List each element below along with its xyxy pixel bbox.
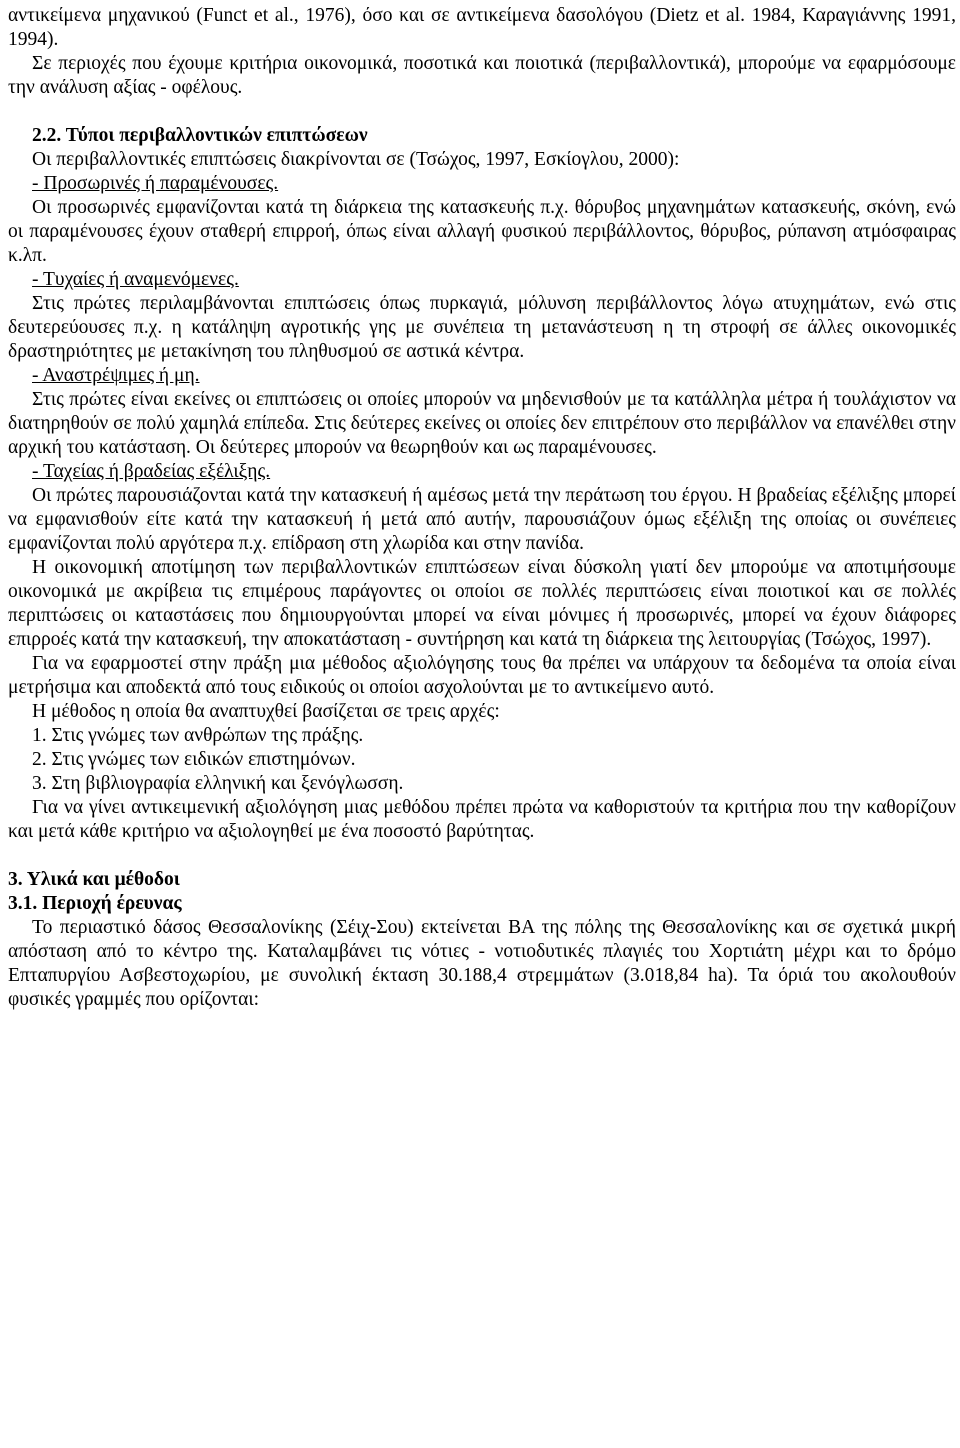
subsection-random-text: Στις πρώτες περιλαμβάνονται επιπτώσεις όπως πυρκαγιά, μόλυνση περιβάλλοντος λόγω ατυχημάτων, ενώ στις δευτερεύουσες π.χ. η κατάληψη αγροτικής γης με συνέπεια τη μετανάστευση η τη στροφή σε άλλες οικονομικές δραστηριότητες με μετακίνηση του πληθυσμού σε αστικά κέντρα. — [8, 293, 956, 362]
intro-paragraph-continued: αντικείμενα μηχανικού (Funct et al., 1976), όσο και σε αντικείμενα δασολόγου (Dietz et al. 1984, Καραγιάννης 1991, 1994). — [8, 5, 956, 50]
principle-item: 1. Στις γνώμες των ανθρώπων της πράξης. — [32, 725, 364, 746]
principle-item: 3. Στη βιβλιογραφία ελληνική και ξενόγλωσση. — [32, 773, 404, 794]
economic-valuation-paragraph: Η οικονομική αποτίμηση των περιβαλλοντικών επιπτώσεων είναι δύσκολη γιατί δεν μπορούμε να αποτιμήσουμε οικονομικά με ακρίβεια τις επιμέρους παράγοντες οι οποίοι σε πολλές περιπτώσεις είναι ποιοτικοί και σε πολλές περιπτώσεις οι καταστάσεις που δημιουργούνται μπορεί να είναι μόνιμες ή προσωρινές, μπορεί να έχουν διάφορες επιρροές κατά την κατασκευή, την αποκατάσταση - συντήρηση και κατά τη διάρκεια της λειτουργίας (Τσώχος, 1997). — [8, 557, 956, 650]
section-3-heading: 3. Υλικά και μέθοδοι — [8, 869, 180, 890]
method-application-paragraph: Για να εφαρμοστεί στην πράξη μια μέθοδος αξιολόγησης τους θα πρέπει να υπάρχουν τα δεδομένα τα οποία είναι μετρήσιμα και αποδεκτά από τους ειδικούς οι οποίοι ασχολούνται με το αντικείμενο αυτό. — [8, 653, 956, 698]
subsection-temporary-text: Οι προσωρινές εμφανίζονται κατά τη διάρκεια της κατασκευής π.χ. θόρυβος μηχανημάτων κατασκευής, σκόνη, ενώ οι παραμένουσες έχουν σταθερή επιρροή, όπως είναι αλλαγή φυσικού περιβάλλοντος, θόρυβος, ρύπανση ατμόσφαιρας κ.λπ. — [8, 197, 956, 266]
study-area-paragraph: Το περιαστικό δάσος Θεσσαλονίκης (Σέιχ-Σου) εκτείνεται ΒΑ της πόλης της Θεσσαλονίκης και σε σχετικά μικρή απόσταση από το κέντρο της. Καταλαμβάνει τις νότιες - νοτιοδυτικές πλαγιές του Χορτιάτη μέχρι και το δρόμο Επταπυργίου Ασβεστοχωρίου, με συνολική έκταση 30.188,4 στρεμμάτων (3.018,84 ha). Τα όριά του ακολουθούν φυσικές γραμμές που ορίζονται: — [8, 917, 956, 1010]
principles-intro: Η μέθοδος η οποία θα αναπτυχθεί βασίζεται σε τρεις αρχές: — [32, 701, 500, 722]
subsection-temporary-title: - Προσωρινές ή παραμένουσες. — [32, 173, 279, 194]
section-2-2-heading: 2.2. Τύποι περιβαλλοντικών επιπτώσεων — [32, 125, 368, 146]
spacer — [8, 844, 956, 868]
subsection-reversible-title: - Αναστρέψιμες ή μη. — [32, 365, 200, 386]
document-page — [8, 4, 956, 1012]
section-3-1-heading: 3.1. Περιοχή έρευνας — [8, 893, 182, 914]
subsection-evolution-title: - Ταχείας ή βραδείας εξέλιξης. — [32, 461, 271, 482]
subsection-random-title: - Τυχαίες ή αναμενόμενες. — [32, 269, 239, 290]
subsection-reversible-text: Στις πρώτες είναι εκείνες οι επιπτώσεις οι οποίες μπορούν να μηδενισθούν με τα κατάλληλα μέτρα ή τουλάχιστον να διατηρηθούν σε πολύ χαμηλά επίπεδα. Στις δεύτερες εκείνες οι οποίες δεν επιτρέπουν στο περιβάλλον να επανέλθει στην αρχική του κατάσταση. Οι δεύτερες μπορούν να θεωρηθούν και ως παραμένουσες. — [8, 389, 956, 458]
intro-paragraph: Σε περιοχές που έχουμε κριτήρια οικονομικά, ποσοτικά και ποιοτικά (περιβαλλοντικά), μπορούμε να εφαρμόσουμε την ανάλυση αξίας - οφέλους. — [8, 53, 956, 98]
criteria-paragraph: Για να γίνει αντικειμενική αξιολόγηση μιας μεθόδου πρέπει πρώτα να καθοριστούν τα κριτήρια που την καθορίζουν και μετά κάθε κριτήριο να αξιολογηθεί με ένα ποσοστό βαρύτητας. — [8, 797, 956, 842]
spacer — [8, 100, 956, 124]
subsection-evolution-text: Οι πρώτες παρουσιάζονται κατά την κατασκευή ή αμέσως μετά την περάτωση του έργου. Η βραδείας εξέλιξης μπορεί να εμφανισθούν είτε κατά την κατασκευή ή μετά από αυτήν, παρουσιάζουν όμως εξέλιξη της οποίας οι συνέπειες εμφανίζονται πολύ αργότερα π.χ. επίδραση στη χλωρίδα και στην πανίδα. — [8, 485, 956, 554]
principle-item: 2. Στις γνώμες των ειδικών επιστημόνων. — [32, 749, 356, 770]
section-2-2-lead: Οι περιβαλλοντικές επιπτώσεις διακρίνονται σε (Τσώχος, 1997, Εσκίογλου, 2000): — [32, 149, 680, 170]
